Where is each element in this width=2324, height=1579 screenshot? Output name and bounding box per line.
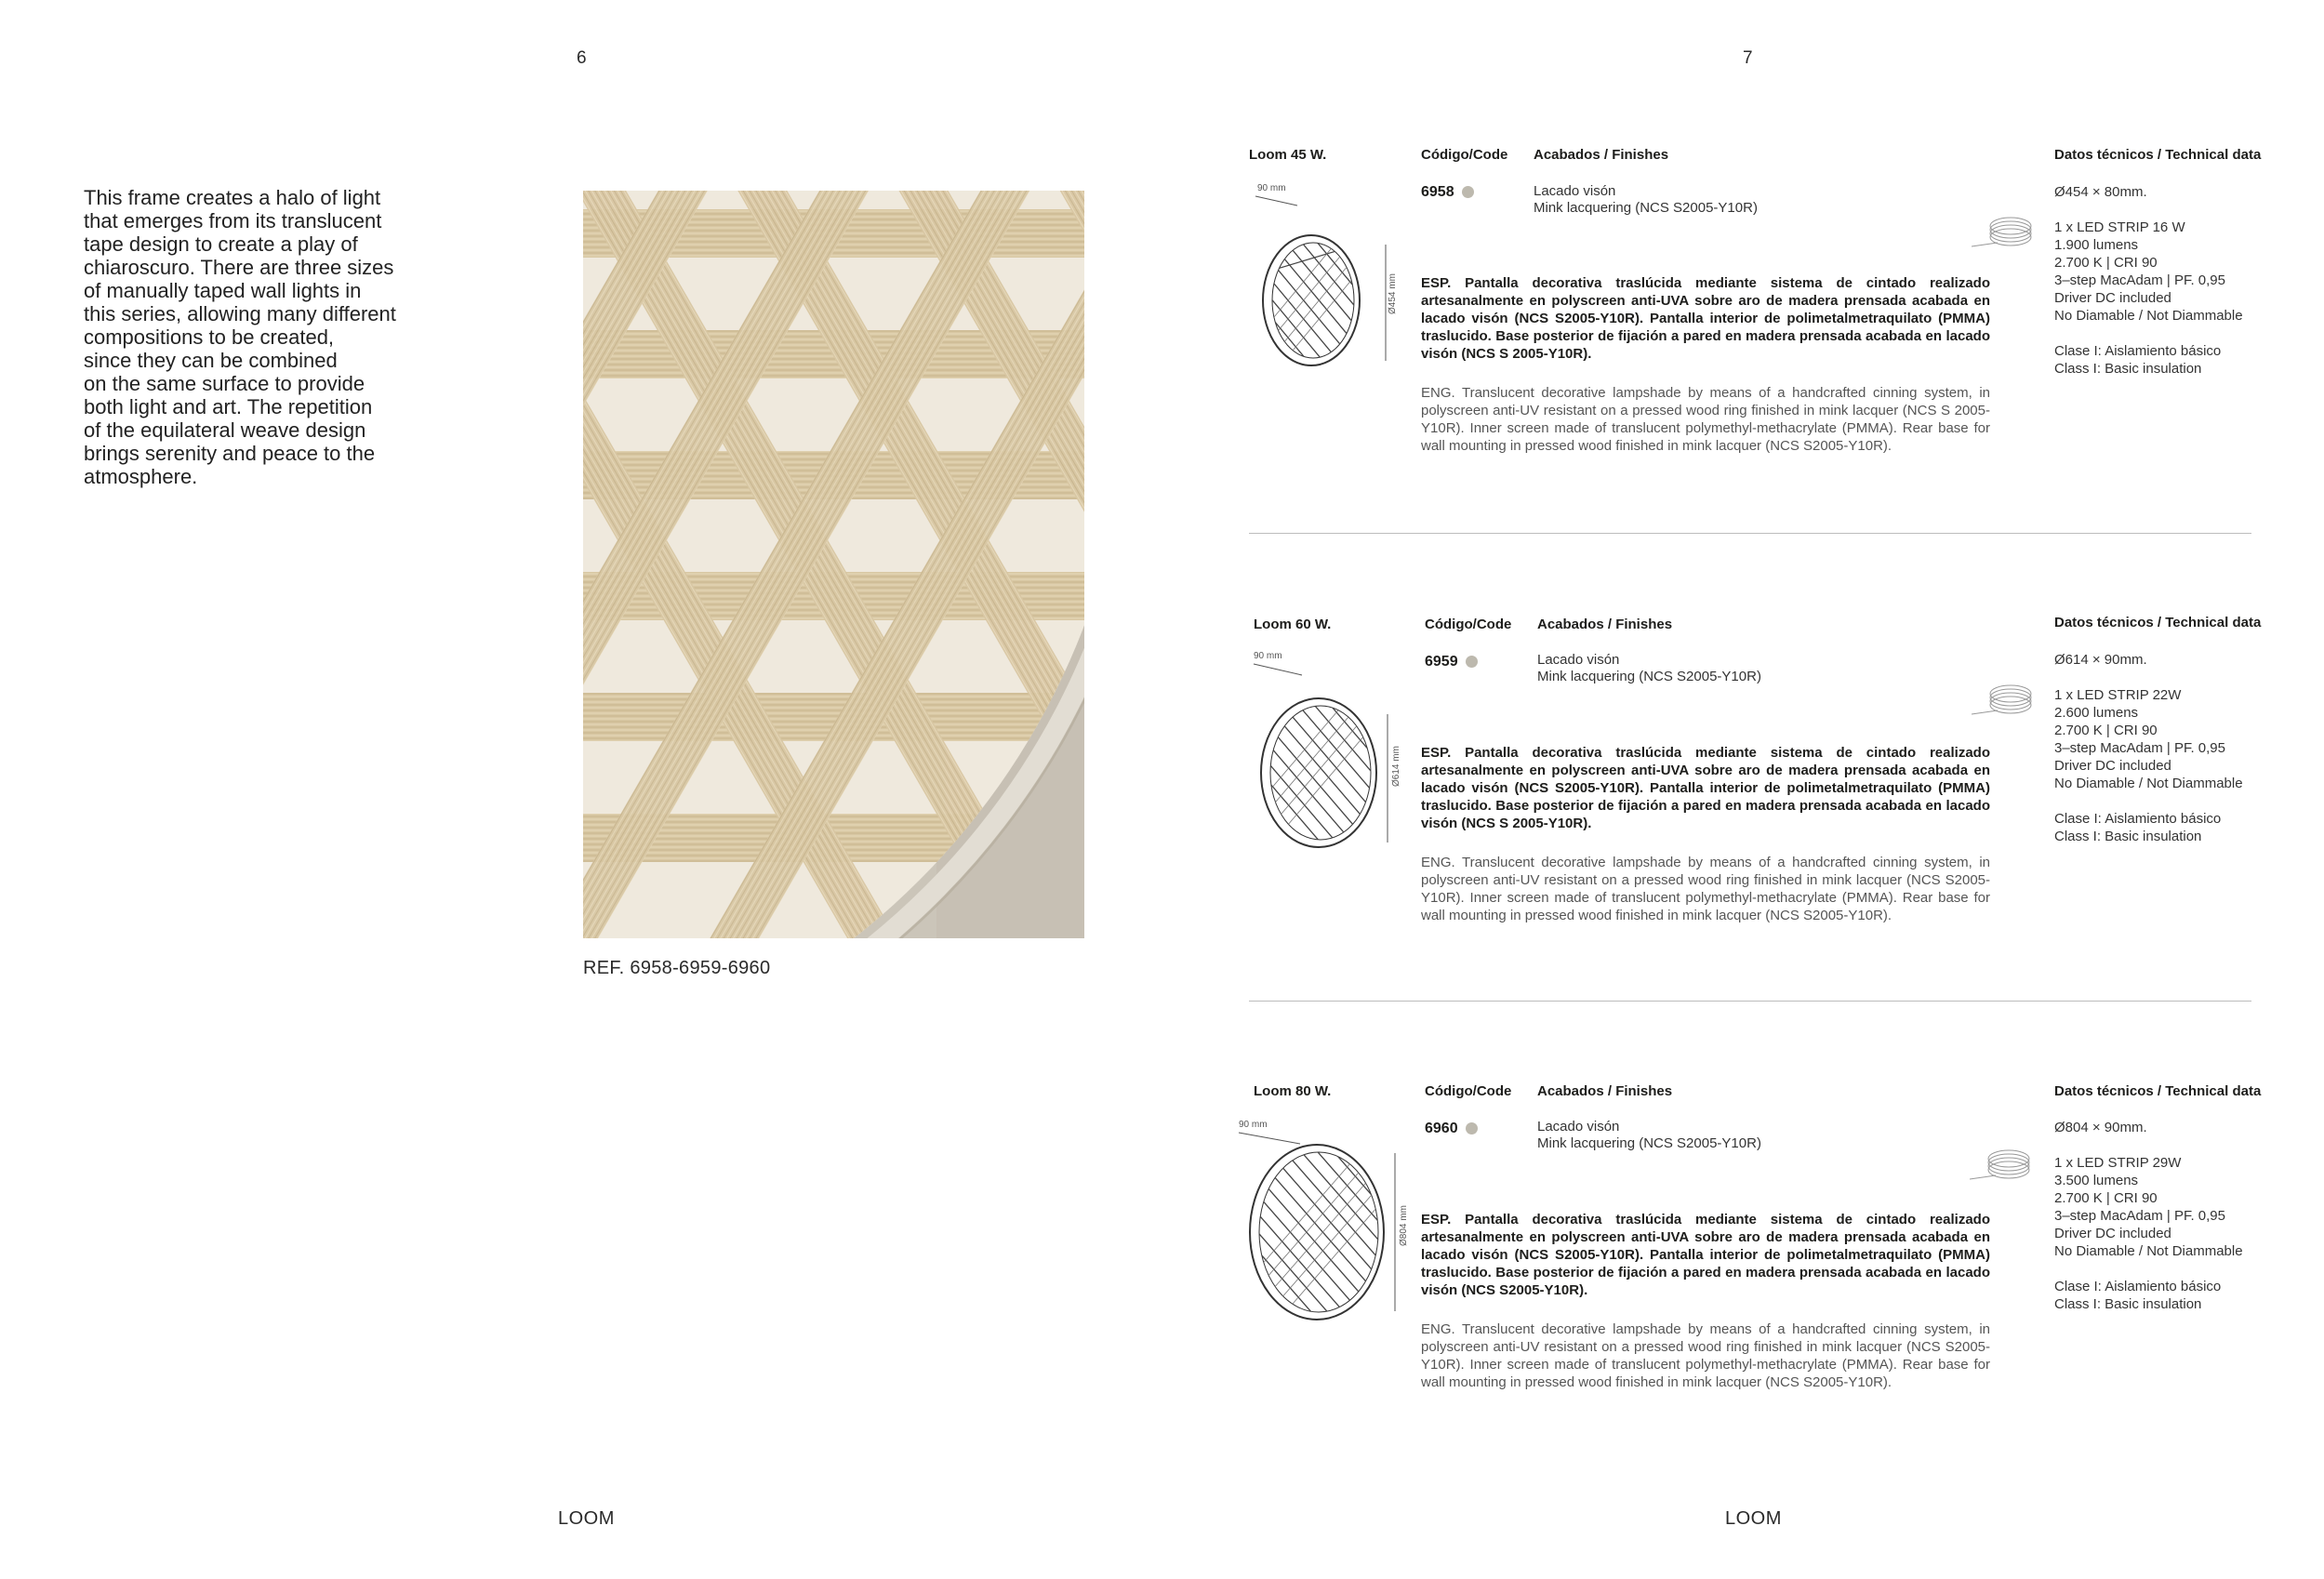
tech-cct: 2.700 K | CRI 90 [2054,1190,2158,1206]
tech-macadam: 3–step MacAdam | PF. 0,95 [2054,1208,2225,1224]
tech-cct: 2.700 K | CRI 90 [2054,255,2158,271]
tech-data [2054,651,2243,845]
code-header: Código/Code [1421,147,1508,163]
depth-label: 90 mm [1254,651,1282,661]
loom-lamp-drawing [1246,647,1414,852]
tech-led: 1 x LED STRIP 29W [2054,1155,2182,1171]
diameter-label: Ø614 mm [1391,746,1401,787]
spanish-description: ESP. Pantalla decorativa traslúcida mediante sistema de cintado realizado artesanalmente en polyscreen anti-UVA sobre aro de madera prensada acabada en lacado visón (NCS S2005-Y10R). Pantalla interior de polimetalmetraquilato (PMMA) traslucido. Base posterior de fijación a pared en madera prensada acabada en lacado visón (NCS S 2005-Y10R). [1421,745,1990,831]
tech-class-es: Clase I: Aislamiento básico [2054,1279,2222,1294]
loom-lamp-drawing [1246,179,1414,384]
depth-label: 90 mm [1239,1120,1268,1130]
tech-class-es: Clase I: Aislamiento básico [2054,811,2222,827]
code-cell [1425,654,1478,670]
tech-size: Ø614 × 90mm. [2054,652,2147,668]
woven-lamp-image [583,191,1084,938]
finish-text [1537,652,1761,685]
tech-class-en: Class I: Basic insulation [2054,1296,2202,1312]
finishes-header: Acabados / Finishes [1537,617,1673,632]
finish-swatch [1466,656,1478,668]
finish-es: Lacado visón [1534,183,1616,199]
tech-lumens: 3.500 lumens [2054,1173,2139,1188]
tech-size: Ø804 × 90mm. [2054,1120,2147,1135]
tech-lumens: 1.900 lumens [2054,237,2139,253]
diameter-label: Ø454 mm [1388,273,1398,314]
model-name: Loom 45 W. [1249,147,1327,163]
code-header: Código/Code [1425,617,1512,632]
tech-class-en: Class I: Basic insulation [2054,361,2202,377]
product-code: 6960 [1425,1121,1458,1136]
tech-driver: Driver DC included [2054,1226,2171,1241]
led-strip-coil-icon [1972,677,2037,722]
right-footer: LOOM [1725,1508,1782,1529]
loom-lamp-drawing [1235,1116,1412,1330]
tech-led: 1 x LED STRIP 16 W [2054,219,2185,235]
finish-swatch [1462,186,1474,198]
depth-label: 90 mm [1257,183,1286,193]
tech-dimmable: No Diamable / Not Diammable [2054,1243,2243,1259]
finish-es: Lacado visón [1537,1119,1620,1134]
finishes-header: Acabados / Finishes [1537,1083,1673,1099]
spanish-description: ESP. Pantalla decorativa traslúcida mediante sistema de cintado realizado artesanalmente en polyscreen anti-UVA sobre aro de madera prensada acabada en lacado visón (NCS S2005-Y10R). Pantalla interior de polimetalmetraquilato (PMMA) traslucido. Base posterior de fijación a pared en madera prensada acabada en lacado visón (NCS S 2005-Y10R). [1421,275,1990,362]
finish-text [1537,1119,1761,1152]
diameter-label: Ø804 mm [1399,1205,1409,1246]
english-description: ENG. Translucent decorative lampshade by means of a handcrafted cinning system, in polyscreen anti-UV resistant on a pressed wood ring finished in mink lacquer (NCS S2005-Y10R). Inner screen made of translucent polymethyl-methacrylate (PMMA). Rear base for wall mounting in pressed wood finished in mink lacquer (NCS S2005-Y10R). [1421,1321,1990,1390]
finish-es: Lacado visón [1537,652,1620,668]
english-description: ENG. Translucent decorative lampshade by means of a handcrafted cinning system, in polyscreen anti-UV resistant on a pressed wood ring finished in mink lacquer (NCS S2005-Y10R). Inner screen made of translucent polymethyl-methacrylate (PMMA). Rear base for wall mounting in pressed wood finished in mink lacquer (NCS S2005-Y10R). [1421,855,1990,923]
model-name: Loom 60 W. [1254,617,1332,632]
led-strip-coil-icon [1970,1142,2035,1187]
tech-class-en: Class I: Basic insulation [2054,829,2202,844]
left-footer: LOOM [558,1508,615,1529]
tech-driver: Driver DC included [2054,290,2171,306]
photo-reference: REF. 6958-6959-6960 [583,958,771,978]
code-header: Código/Code [1425,1083,1512,1099]
tech-lumens: 2.600 lumens [2054,705,2139,721]
model-name: Loom 80 W. [1254,1083,1332,1099]
code-cell [1421,184,1474,201]
finish-en: Mink lacquering (NCS S2005-Y10R) [1534,200,1758,216]
right-page-number: 7 [1743,48,1753,68]
tech-class-es: Clase I: Aislamiento básico [2054,343,2222,359]
led-strip-coil-icon [1972,209,2037,254]
tech-header: Datos técnicos / Technical data [2054,147,2262,163]
product-photo [583,191,1084,938]
tech-dimmable: No Diamable / Not Diammable [2054,776,2243,791]
tech-macadam: 3–step MacAdam | PF. 0,95 [2054,740,2225,756]
english-description: ENG. Translucent decorative lampshade by means of a handcrafted cinning system, in polyscreen anti-UV resistant on a pressed wood ring finished in mink lacquer (NCS S 2005-Y10R). Inner screen made of translucent polymethyl-methacrylate (PMMA). Rear base for wall mounting in pressed wood finished in mink lacquer (NCS S2005-Y10R). [1421,385,1990,454]
tech-driver: Driver DC included [2054,758,2171,774]
tech-data [2054,183,2243,378]
tech-led: 1 x LED STRIP 22W [2054,687,2182,703]
tech-header: Datos técnicos / Technical data [2054,615,2262,630]
tech-size: Ø454 × 80mm. [2054,184,2147,200]
intro-paragraph: This frame creates a halo of light that emerges from its translucent tape design to create a play of chiaroscuro. There are three sizes of manually taped wall lights in this series, allowing many different compositions to be created, since they can be combined on the same surface to provide both light and art. The repetition of the equilateral weave design brings serenity and peace to the atmosphere. [84,186,396,488]
product-block-6959 [1246,614,2260,958]
finish-en: Mink lacquering (NCS S2005-Y10R) [1537,1135,1761,1151]
left-page-number: 6 [577,48,587,68]
tech-macadam: 3–step MacAdam | PF. 0,95 [2054,272,2225,288]
code-cell [1425,1121,1478,1137]
tech-header: Datos técnicos / Technical data [2054,1083,2262,1099]
product-code: 6958 [1421,184,1454,200]
tech-cct: 2.700 K | CRI 90 [2054,723,2158,738]
product-code: 6959 [1425,654,1458,670]
finish-text [1534,183,1758,217]
product-block-6960 [1239,1081,2262,1425]
spanish-description: ESP. Pantalla decorativa traslúcida mediante sistema de cintado realizado artesanalmente en polyscreen anti-UVA sobre aro de madera prensada acabada en lacado visón (NCS S2005-Y10R). Pantalla interior de polimetalmetraquilato (PMMA) traslucido. Base posterior de fijación a pared en madera prensada acabada en lacado visón (NCS S2005-Y10R). [1421,1212,1990,1298]
product-block-6958 [1246,144,2260,488]
finish-en: Mink lacquering (NCS S2005-Y10R) [1537,669,1761,684]
tech-dimmable: No Diamable / Not Diammable [2054,308,2243,324]
finish-swatch [1466,1122,1478,1134]
section-divider [1249,533,2251,534]
finishes-header: Acabados / Finishes [1534,147,1669,163]
section-divider [1249,1001,2251,1002]
tech-data [2054,1119,2243,1313]
